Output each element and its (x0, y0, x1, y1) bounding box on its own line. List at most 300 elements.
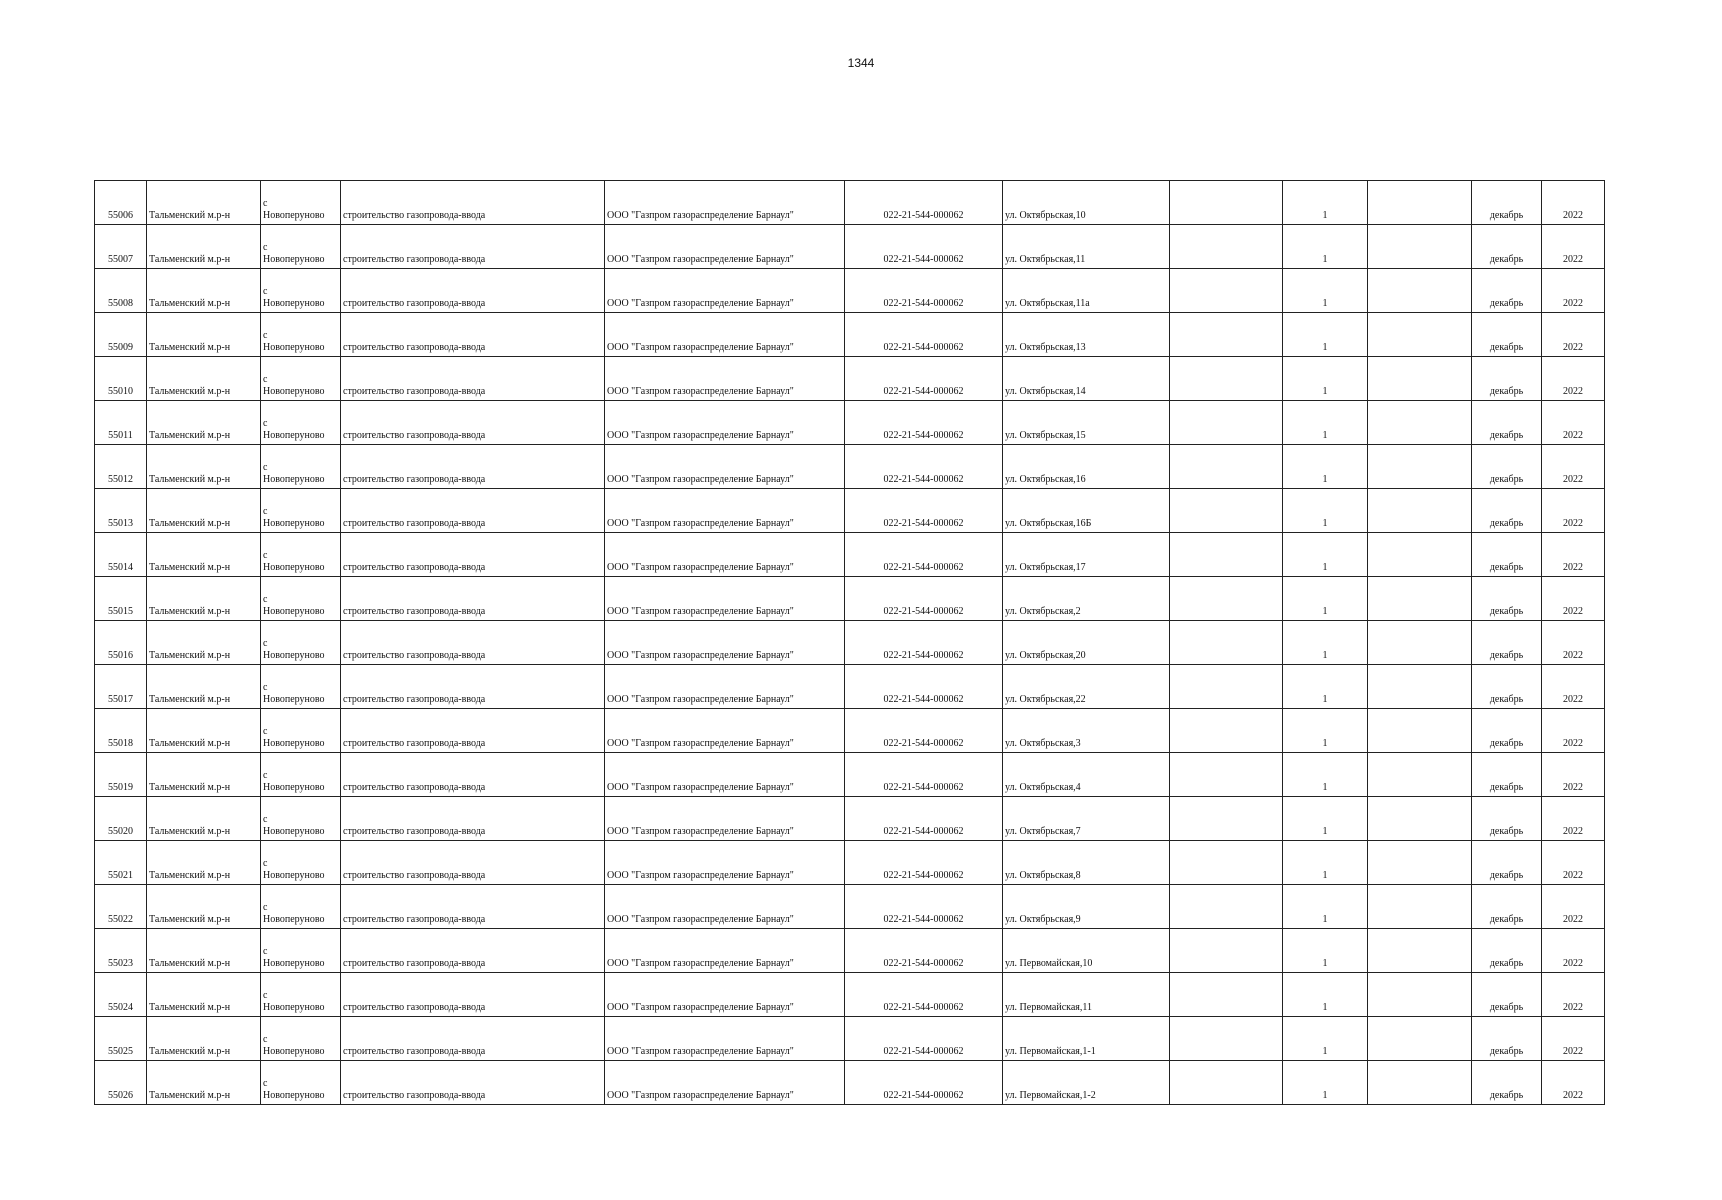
row-settlement-prefix: с (263, 506, 268, 517)
row-quantity: 1 (1283, 269, 1368, 313)
row-organization: ООО "Газпром газораспределение Барнаул" (605, 797, 845, 841)
row-settlement-prefix: с (263, 990, 268, 1001)
row-settlement: Новоперуново (263, 430, 325, 441)
row-note (1368, 577, 1472, 621)
row-settlement-cell (261, 665, 341, 709)
row-year: 2022 (1542, 445, 1605, 489)
row-note (1368, 753, 1472, 797)
row-extra (1170, 885, 1283, 929)
row-work-type: строительство газопровода-ввода (341, 489, 605, 533)
row-year: 2022 (1542, 621, 1605, 665)
row-note (1368, 445, 1472, 489)
table-row (95, 225, 1605, 269)
row-year: 2022 (1542, 973, 1605, 1017)
row-code: 022-21-544-000062 (845, 929, 1003, 973)
row-id: 55016 (95, 621, 147, 665)
row-month: декабрь (1472, 665, 1542, 709)
row-settlement: Новоперуново (263, 826, 325, 837)
row-id: 55021 (95, 841, 147, 885)
row-code: 022-21-544-000062 (845, 797, 1003, 841)
row-work-type: строительство газопровода-ввода (341, 841, 605, 885)
row-address: ул. Первомайская,10 (1003, 929, 1170, 973)
row-extra (1170, 841, 1283, 885)
table-row (95, 533, 1605, 577)
row-work-type: строительство газопровода-ввода (341, 357, 605, 401)
row-note (1368, 181, 1472, 225)
row-code: 022-21-544-000062 (845, 709, 1003, 753)
row-work-type: строительство газопровода-ввода (341, 665, 605, 709)
row-district: Тальменский м.р-н (147, 1017, 261, 1061)
row-settlement: Новоперуново (263, 1002, 325, 1013)
row-id: 55010 (95, 357, 147, 401)
row-code: 022-21-544-000062 (845, 841, 1003, 885)
row-settlement: Новоперуново (263, 870, 325, 881)
row-settlement-prefix: с (263, 858, 268, 869)
row-district: Тальменский м.р-н (147, 533, 261, 577)
row-id: 55015 (95, 577, 147, 621)
row-organization: ООО "Газпром газораспределение Барнаул" (605, 357, 845, 401)
row-address: ул. Октябрьская,9 (1003, 885, 1170, 929)
row-organization: ООО "Газпром газораспределение Барнаул" (605, 313, 845, 357)
row-quantity: 1 (1283, 401, 1368, 445)
table-row (95, 1061, 1605, 1105)
row-year: 2022 (1542, 533, 1605, 577)
row-id: 55018 (95, 709, 147, 753)
row-quantity: 1 (1283, 577, 1368, 621)
row-settlement-cell (261, 269, 341, 313)
row-month: декабрь (1472, 533, 1542, 577)
row-settlement-prefix: с (263, 462, 268, 473)
row-settlement-cell (261, 357, 341, 401)
row-settlement: Новоперуново (263, 914, 325, 925)
row-organization: ООО "Газпром газораспределение Барнаул" (605, 401, 845, 445)
table-row (95, 885, 1605, 929)
row-settlement-cell (261, 929, 341, 973)
row-district: Тальменский м.р-н (147, 445, 261, 489)
row-settlement: Новоперуново (263, 386, 325, 397)
row-note (1368, 797, 1472, 841)
row-district: Тальменский м.р-н (147, 489, 261, 533)
row-district: Тальменский м.р-н (147, 929, 261, 973)
row-id: 55020 (95, 797, 147, 841)
row-note (1368, 1061, 1472, 1105)
row-year: 2022 (1542, 489, 1605, 533)
row-code: 022-21-544-000062 (845, 665, 1003, 709)
row-month: декабрь (1472, 753, 1542, 797)
row-organization: ООО "Газпром газораспределение Барнаул" (605, 489, 845, 533)
row-settlement: Новоперуново (263, 650, 325, 661)
row-note (1368, 1017, 1472, 1061)
row-note (1368, 709, 1472, 753)
table-row (95, 357, 1605, 401)
row-district: Тальменский м.р-н (147, 885, 261, 929)
row-month: декабрь (1472, 1061, 1542, 1105)
row-address: ул. Октябрьская,14 (1003, 357, 1170, 401)
row-settlement-prefix: с (263, 242, 268, 253)
row-code: 022-21-544-000062 (845, 401, 1003, 445)
row-code: 022-21-544-000062 (845, 357, 1003, 401)
row-id: 55013 (95, 489, 147, 533)
row-code: 022-21-544-000062 (845, 181, 1003, 225)
row-id: 55019 (95, 753, 147, 797)
row-year: 2022 (1542, 1017, 1605, 1061)
row-work-type: строительство газопровода-ввода (341, 797, 605, 841)
row-year: 2022 (1542, 709, 1605, 753)
row-settlement-prefix: с (263, 726, 268, 737)
row-work-type: строительство газопровода-ввода (341, 313, 605, 357)
row-organization: ООО "Газпром газораспределение Барнаул" (605, 1061, 845, 1105)
row-settlement-cell (261, 797, 341, 841)
row-id: 55006 (95, 181, 147, 225)
row-settlement-prefix: с (263, 682, 268, 693)
row-district: Тальменский м.р-н (147, 577, 261, 621)
row-work-type: строительство газопровода-ввода (341, 1017, 605, 1061)
row-address: ул. Октябрьская,11 (1003, 225, 1170, 269)
row-settlement-prefix: с (263, 418, 268, 429)
row-settlement-cell (261, 1061, 341, 1105)
row-id: 55014 (95, 533, 147, 577)
row-extra (1170, 621, 1283, 665)
row-extra (1170, 753, 1283, 797)
row-extra (1170, 577, 1283, 621)
row-organization: ООО "Газпром газораспределение Барнаул" (605, 885, 845, 929)
row-district: Тальменский м.р-н (147, 313, 261, 357)
row-district: Тальменский м.р-н (147, 401, 261, 445)
row-address: ул. Первомайская,1-2 (1003, 1061, 1170, 1105)
row-month: декабрь (1472, 445, 1542, 489)
row-month: декабрь (1472, 1017, 1542, 1061)
row-organization: ООО "Газпром газораспределение Барнаул" (605, 709, 845, 753)
row-address: ул. Октябрьская,4 (1003, 753, 1170, 797)
row-settlement-cell (261, 401, 341, 445)
row-extra (1170, 709, 1283, 753)
row-address: ул. Октябрьская,20 (1003, 621, 1170, 665)
row-year: 2022 (1542, 885, 1605, 929)
row-quantity: 1 (1283, 489, 1368, 533)
row-quantity: 1 (1283, 841, 1368, 885)
table-row (95, 929, 1605, 973)
row-year: 2022 (1542, 1061, 1605, 1105)
row-code: 022-21-544-000062 (845, 885, 1003, 929)
row-note (1368, 489, 1472, 533)
row-address: ул. Октябрьская,7 (1003, 797, 1170, 841)
table-row (95, 313, 1605, 357)
row-settlement-prefix: с (263, 286, 268, 297)
row-month: декабрь (1472, 841, 1542, 885)
row-code: 022-21-544-000062 (845, 225, 1003, 269)
row-settlement: Новоперуново (263, 342, 325, 353)
row-month: декабрь (1472, 577, 1542, 621)
row-year: 2022 (1542, 577, 1605, 621)
table-row (95, 709, 1605, 753)
row-month: декабрь (1472, 709, 1542, 753)
table-row (95, 621, 1605, 665)
registry-rows (95, 181, 1605, 1105)
row-district: Тальменский м.р-н (147, 841, 261, 885)
row-quantity: 1 (1283, 1061, 1368, 1105)
row-code: 022-21-544-000062 (845, 973, 1003, 1017)
row-extra (1170, 665, 1283, 709)
row-settlement-cell (261, 841, 341, 885)
row-settlement-prefix: с (263, 770, 268, 781)
row-quantity: 1 (1283, 225, 1368, 269)
row-note (1368, 621, 1472, 665)
row-work-type: строительство газопровода-ввода (341, 577, 605, 621)
row-extra (1170, 489, 1283, 533)
row-address: ул. Октябрьская,22 (1003, 665, 1170, 709)
row-settlement: Новоперуново (263, 738, 325, 749)
row-address: ул. Октябрьская,10 (1003, 181, 1170, 225)
row-settlement: Новоперуново (263, 474, 325, 485)
row-extra (1170, 225, 1283, 269)
row-id: 55024 (95, 973, 147, 1017)
row-quantity: 1 (1283, 313, 1368, 357)
row-note (1368, 973, 1472, 1017)
row-month: декабрь (1472, 621, 1542, 665)
row-extra (1170, 1061, 1283, 1105)
row-id: 55007 (95, 225, 147, 269)
row-year: 2022 (1542, 313, 1605, 357)
row-district: Тальменский м.р-н (147, 665, 261, 709)
row-note (1368, 885, 1472, 929)
row-settlement-prefix: с (263, 946, 268, 957)
row-work-type: строительство газопровода-ввода (341, 929, 605, 973)
row-year: 2022 (1542, 753, 1605, 797)
page-number: 1344 (847, 56, 875, 70)
row-organization: ООО "Газпром газораспределение Барнаул" (605, 445, 845, 489)
row-settlement-prefix: с (263, 902, 268, 913)
row-organization: ООО "Газпром газораспределение Барнаул" (605, 577, 845, 621)
row-settlement: Новоперуново (263, 210, 325, 221)
row-year: 2022 (1542, 357, 1605, 401)
table-row (95, 753, 1605, 797)
row-month: декабрь (1472, 357, 1542, 401)
row-year: 2022 (1542, 797, 1605, 841)
row-district: Тальменский м.р-н (147, 357, 261, 401)
row-settlement-prefix: с (263, 198, 268, 209)
row-settlement: Новоперуново (263, 694, 325, 705)
row-extra (1170, 1017, 1283, 1061)
row-work-type: строительство газопровода-ввода (341, 621, 605, 665)
row-address: ул. Октябрьская,2 (1003, 577, 1170, 621)
row-work-type: строительство газопровода-ввода (341, 973, 605, 1017)
row-note (1368, 357, 1472, 401)
row-quantity: 1 (1283, 929, 1368, 973)
row-work-type: строительство газопровода-ввода (341, 1061, 605, 1105)
row-settlement-cell (261, 973, 341, 1017)
row-settlement: Новоперуново (263, 606, 325, 617)
row-work-type: строительство газопровода-ввода (341, 709, 605, 753)
row-code: 022-21-544-000062 (845, 489, 1003, 533)
row-code: 022-21-544-000062 (845, 269, 1003, 313)
table-row (95, 181, 1605, 225)
row-code: 022-21-544-000062 (845, 621, 1003, 665)
row-district: Тальменский м.р-н (147, 797, 261, 841)
row-settlement-cell (261, 181, 341, 225)
row-district: Тальменский м.р-н (147, 181, 261, 225)
row-quantity: 1 (1283, 665, 1368, 709)
table-row (95, 269, 1605, 313)
row-settlement-cell (261, 445, 341, 489)
row-id: 55012 (95, 445, 147, 489)
row-organization: ООО "Газпром газораспределение Барнаул" (605, 753, 845, 797)
row-extra (1170, 313, 1283, 357)
row-settlement: Новоперуново (263, 1046, 325, 1057)
row-settlement-cell (261, 489, 341, 533)
row-month: декабрь (1472, 269, 1542, 313)
row-settlement-prefix: с (263, 374, 268, 385)
row-note (1368, 929, 1472, 973)
row-year: 2022 (1542, 929, 1605, 973)
row-note (1368, 401, 1472, 445)
row-id: 55011 (95, 401, 147, 445)
row-work-type: строительство газопровода-ввода (341, 269, 605, 313)
row-id: 55008 (95, 269, 147, 313)
row-note (1368, 533, 1472, 577)
row-organization: ООО "Газпром газораспределение Барнаул" (605, 929, 845, 973)
row-settlement-cell (261, 313, 341, 357)
row-work-type: строительство газопровода-ввода (341, 533, 605, 577)
row-settlement-prefix: с (263, 1034, 268, 1045)
row-code: 022-21-544-000062 (845, 533, 1003, 577)
row-settlement-prefix: с (263, 550, 268, 561)
row-quantity: 1 (1283, 753, 1368, 797)
row-settlement: Новоперуново (263, 782, 325, 793)
row-address: ул. Первомайская,1-1 (1003, 1017, 1170, 1061)
table-row (95, 401, 1605, 445)
row-district: Тальменский м.р-н (147, 753, 261, 797)
row-quantity: 1 (1283, 973, 1368, 1017)
row-extra (1170, 797, 1283, 841)
row-extra (1170, 929, 1283, 973)
row-quantity: 1 (1283, 797, 1368, 841)
row-month: декабрь (1472, 225, 1542, 269)
row-address: ул. Октябрьская,11а (1003, 269, 1170, 313)
row-settlement-prefix: с (263, 814, 268, 825)
row-organization: ООО "Газпром газораспределение Барнаул" (605, 665, 845, 709)
row-extra (1170, 973, 1283, 1017)
row-work-type: строительство газопровода-ввода (341, 885, 605, 929)
row-district: Тальменский м.р-н (147, 1061, 261, 1105)
row-address: ул. Октябрьская,13 (1003, 313, 1170, 357)
row-work-type: строительство газопровода-ввода (341, 445, 605, 489)
row-month: декабрь (1472, 489, 1542, 533)
row-quantity: 1 (1283, 445, 1368, 489)
row-note (1368, 313, 1472, 357)
row-id: 55022 (95, 885, 147, 929)
row-address: ул. Октябрьская,8 (1003, 841, 1170, 885)
row-quantity: 1 (1283, 181, 1368, 225)
row-month: декабрь (1472, 181, 1542, 225)
row-address: ул. Октябрьская,16 (1003, 445, 1170, 489)
row-extra (1170, 445, 1283, 489)
table-row (95, 973, 1605, 1017)
row-settlement-cell (261, 709, 341, 753)
row-work-type: строительство газопровода-ввода (341, 181, 605, 225)
row-quantity: 1 (1283, 885, 1368, 929)
row-settlement: Новоперуново (263, 562, 325, 573)
row-month: декабрь (1472, 401, 1542, 445)
row-extra (1170, 181, 1283, 225)
row-settlement: Новоперуново (263, 298, 325, 309)
row-year: 2022 (1542, 401, 1605, 445)
row-settlement-cell (261, 225, 341, 269)
row-settlement: Новоперуново (263, 1090, 325, 1101)
row-id: 55017 (95, 665, 147, 709)
row-id: 55025 (95, 1017, 147, 1061)
row-code: 022-21-544-000062 (845, 445, 1003, 489)
row-organization: ООО "Газпром газораспределение Барнаул" (605, 181, 845, 225)
row-quantity: 1 (1283, 621, 1368, 665)
row-id: 55026 (95, 1061, 147, 1105)
row-organization: ООО "Газпром газораспределение Барнаул" (605, 841, 845, 885)
row-quantity: 1 (1283, 1017, 1368, 1061)
row-address: ул. Октябрьская,16Б (1003, 489, 1170, 533)
row-settlement-cell (261, 885, 341, 929)
table-row (95, 445, 1605, 489)
table-row (95, 797, 1605, 841)
row-settlement-prefix: с (263, 330, 268, 341)
row-settlement-cell (261, 577, 341, 621)
row-district: Тальменский м.р-н (147, 621, 261, 665)
table-row (95, 577, 1605, 621)
row-settlement-cell (261, 1017, 341, 1061)
row-settlement: Новоперуново (263, 254, 325, 265)
row-code: 022-21-544-000062 (845, 753, 1003, 797)
row-note (1368, 225, 1472, 269)
row-month: декабрь (1472, 313, 1542, 357)
row-address: ул. Октябрьская,17 (1003, 533, 1170, 577)
table-row (95, 489, 1605, 533)
row-settlement-prefix: с (263, 1078, 268, 1089)
row-year: 2022 (1542, 181, 1605, 225)
row-settlement-cell (261, 533, 341, 577)
table-row (95, 1017, 1605, 1061)
row-organization: ООО "Газпром газораспределение Барнаул" (605, 269, 845, 313)
table-row (95, 841, 1605, 885)
row-settlement-prefix: с (263, 638, 268, 649)
row-note (1368, 665, 1472, 709)
row-organization: ООО "Газпром газораспределение Барнаул" (605, 621, 845, 665)
row-address: ул. Октябрьская,3 (1003, 709, 1170, 753)
row-note (1368, 269, 1472, 313)
row-settlement: Новоперуново (263, 518, 325, 529)
row-organization: ООО "Газпром газораспределение Барнаул" (605, 973, 845, 1017)
row-work-type: строительство газопровода-ввода (341, 401, 605, 445)
row-settlement-cell (261, 753, 341, 797)
row-settlement-cell (261, 621, 341, 665)
row-month: декабрь (1472, 929, 1542, 973)
row-year: 2022 (1542, 665, 1605, 709)
row-district: Тальменский м.р-н (147, 269, 261, 313)
row-code: 022-21-544-000062 (845, 1061, 1003, 1105)
row-code: 022-21-544-000062 (845, 1017, 1003, 1061)
row-month: декабрь (1472, 885, 1542, 929)
row-extra (1170, 357, 1283, 401)
row-year: 2022 (1542, 269, 1605, 313)
row-month: декабрь (1472, 973, 1542, 1017)
row-quantity: 1 (1283, 709, 1368, 753)
row-organization: ООО "Газпром газораспределение Барнаул" (605, 533, 845, 577)
row-work-type: строительство газопровода-ввода (341, 753, 605, 797)
table-row (95, 665, 1605, 709)
row-organization: ООО "Газпром газораспределение Барнаул" (605, 1017, 845, 1061)
row-code: 022-21-544-000062 (845, 313, 1003, 357)
row-quantity: 1 (1283, 357, 1368, 401)
row-month: декабрь (1472, 797, 1542, 841)
row-extra (1170, 401, 1283, 445)
row-address: ул. Первомайская,11 (1003, 973, 1170, 1017)
